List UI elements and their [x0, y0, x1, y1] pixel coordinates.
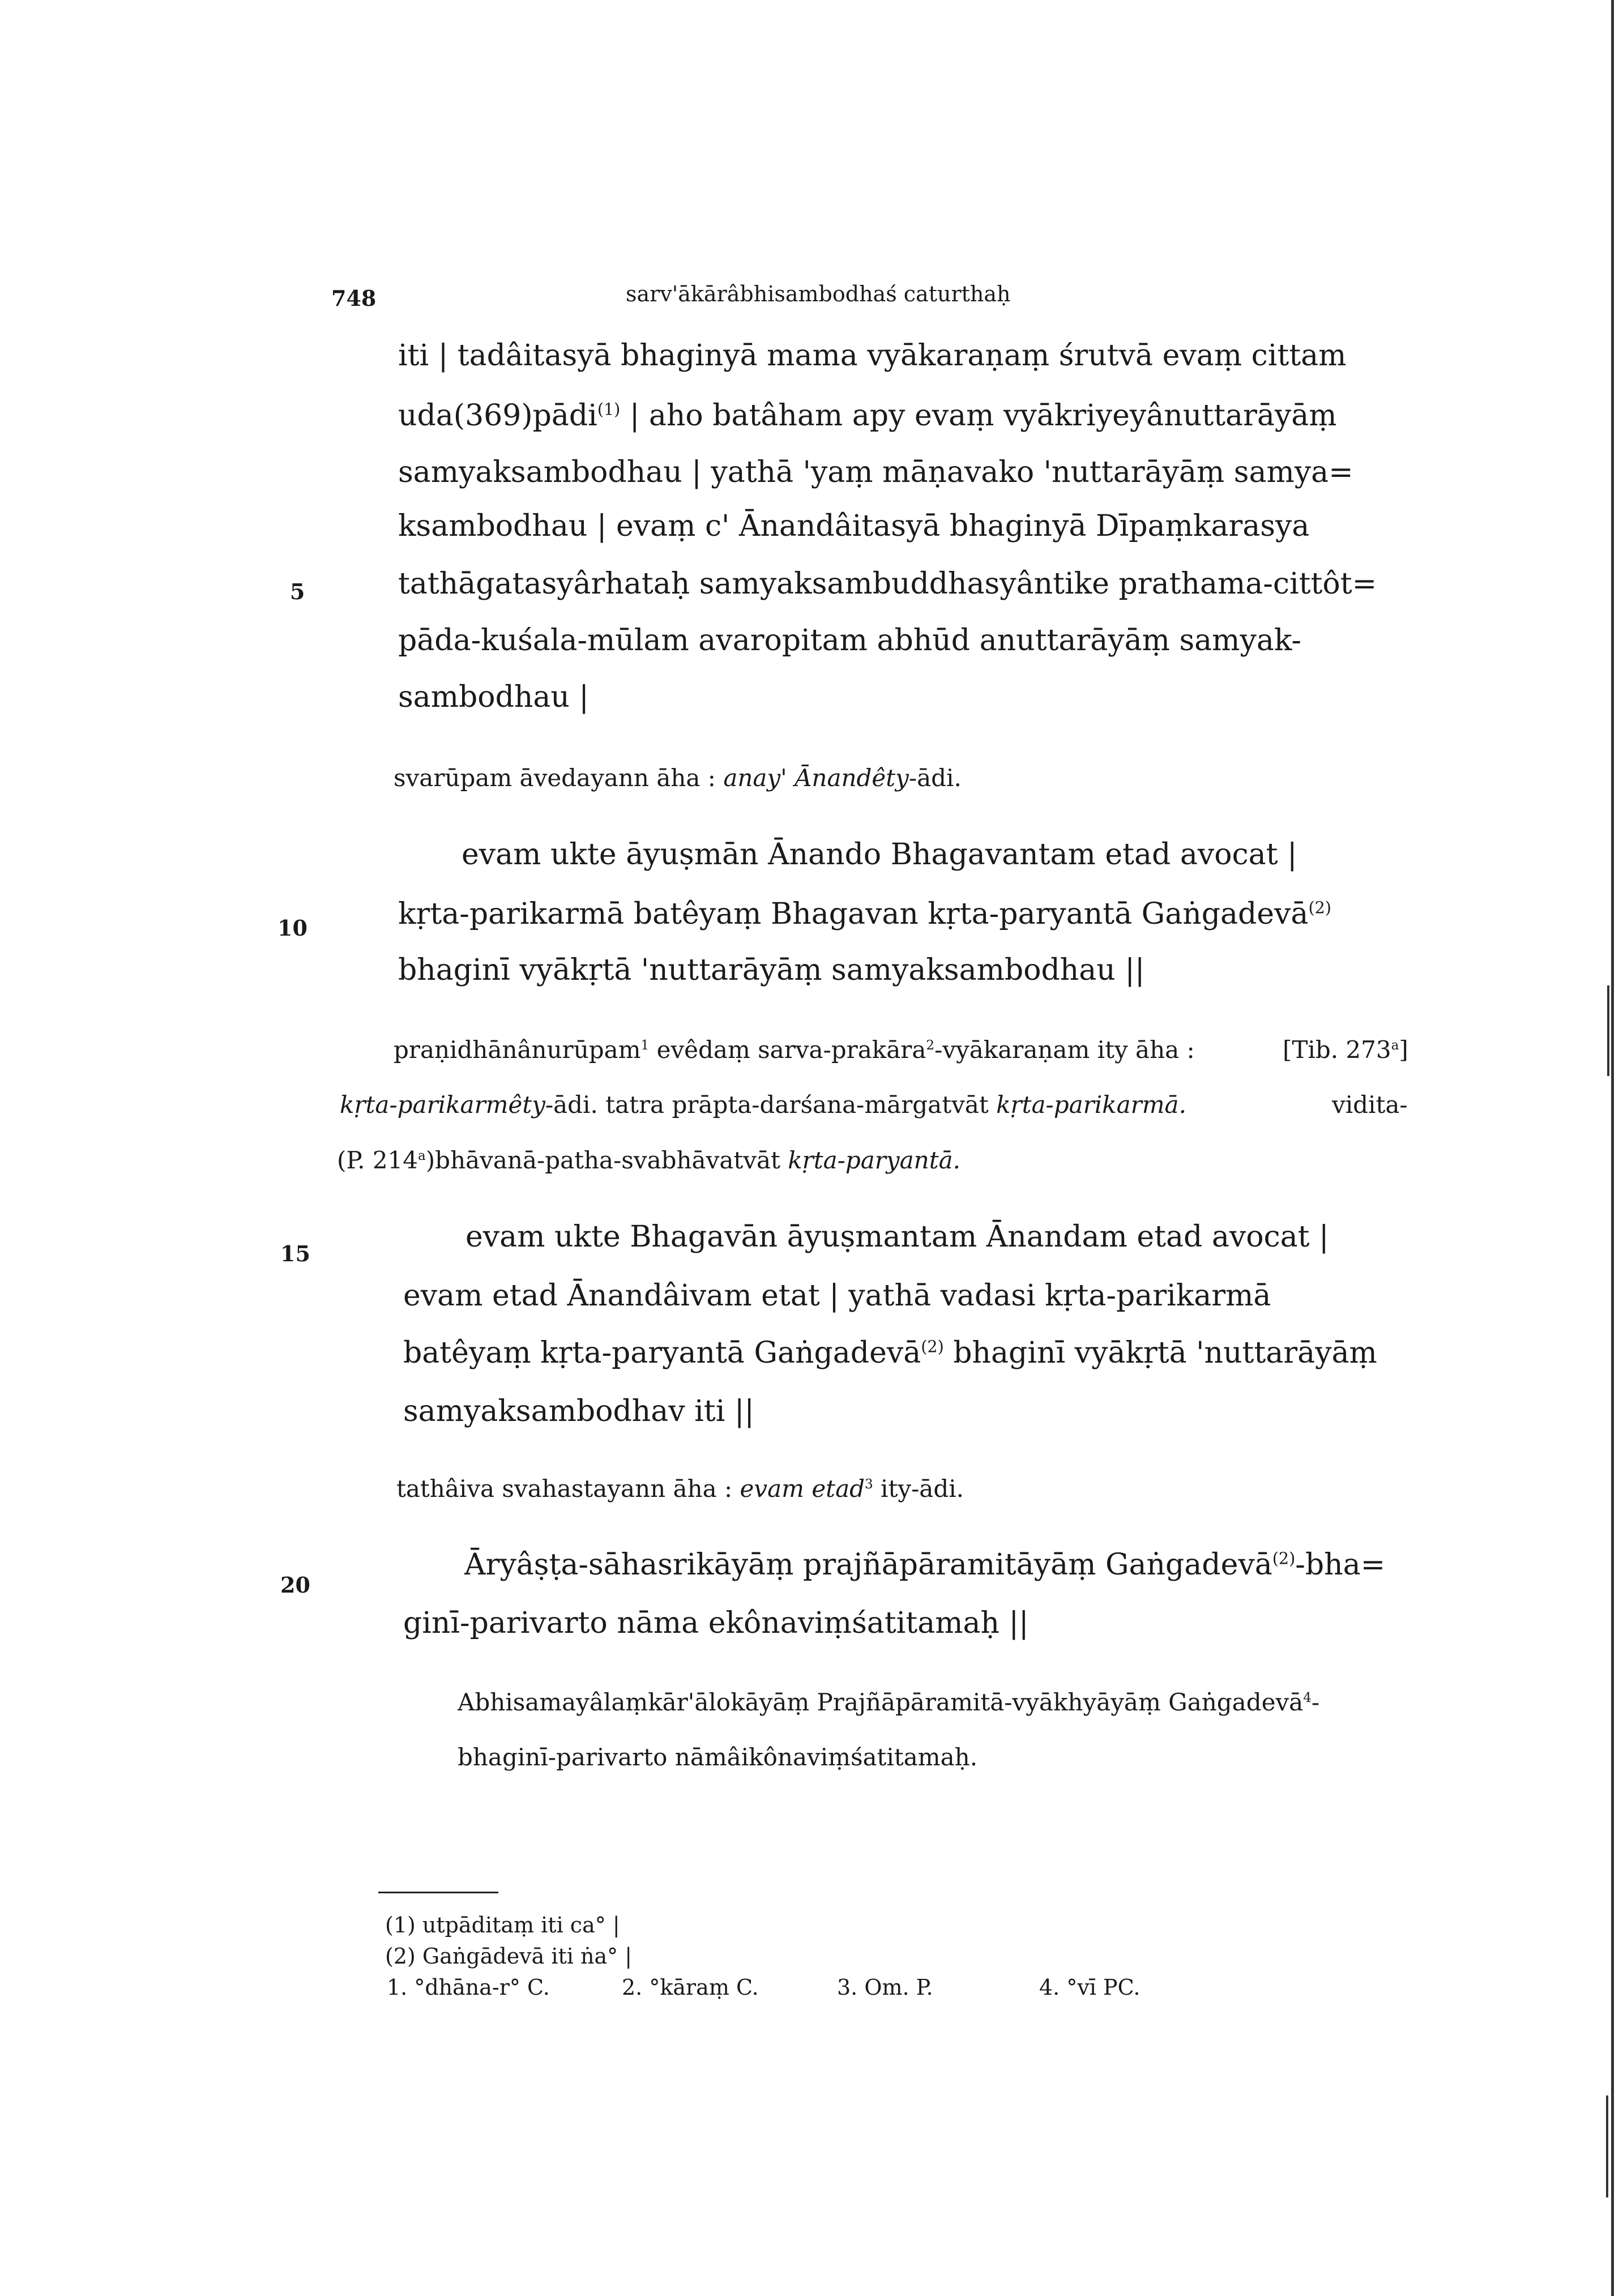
variant-note: 3. Om. P.: [837, 1975, 933, 2000]
main-text-line: [403, 1338, 1377, 1368]
main-text-line: evam etad Ānandâivam etat | yathā vadasi kṛta-parikarmā: [403, 1279, 1271, 1313]
main-text-line: samyaksambodhav iti ||: [403, 1394, 754, 1428]
variant-marker: 4: [1303, 1691, 1312, 1705]
commentary-segment: tathâiva svahastayann āha :: [396, 1475, 740, 1503]
page-reference-sup: a: [418, 1149, 426, 1163]
footnote-separator: [378, 1892, 498, 1893]
commentary-colophon-line: [458, 1688, 1320, 1716]
tib-reference-sup: a: [1391, 1038, 1399, 1053]
tib-reference-text: [Tib. 273: [1283, 1036, 1391, 1064]
main-text-line: [398, 899, 1331, 929]
colophon-line: ginī-parivarto nāma ekônaviṃśatitamaḥ ||: [403, 1606, 1029, 1640]
main-text-segment: uda(369)pādi: [398, 399, 597, 433]
main-text-line: bhaginī vyākṛtā 'nuttarāyāṃ samyaksambodhau ||: [398, 953, 1145, 987]
commentary-lemma: kṛta-paryantā.: [788, 1146, 960, 1174]
line-number: 10: [277, 915, 307, 941]
commentary-line: [337, 1146, 960, 1174]
main-text-segment: batêyaṃ kṛta-paryantā Gaṅgadevā: [403, 1336, 921, 1370]
commentary-colophon-segment: Abhisamayâlaṃkār'ālokāyāṃ Prajñāpāramitā-vyākhyāyāṃ Gaṅgadevā: [458, 1688, 1304, 1716]
main-text-line: pāda-kuśala-mūlam avaropitam abhūd anuttarāyāṃ samyak-: [398, 624, 1301, 658]
line-number: 20: [280, 1572, 310, 1598]
main-text-line: tathāgatasyârhataḥ samyaksambuddhasyântike prathama-cittôt=: [398, 567, 1377, 601]
commentary-segment: svarūpam āvedayann āha :: [394, 764, 724, 792]
page-number: 748: [331, 285, 377, 311]
footnote-marker: (2): [921, 1337, 944, 1356]
footnote-marker: (2): [1308, 898, 1331, 917]
variant-marker: 2: [926, 1038, 935, 1053]
commentary-segment: -ādi. tatra prāpta-darśana-mārgatvāt: [545, 1091, 997, 1119]
tib-reference-bracket: ]: [1399, 1036, 1408, 1064]
variant-marker: 1: [640, 1038, 650, 1053]
variant-note: 1. °dhāna-r° C.: [387, 1975, 550, 2000]
footnote-marker: (2): [1272, 1548, 1296, 1568]
commentary-line: [394, 766, 962, 790]
commentary-colophon-line: bhaginī-parivarto nāmâikônaviṃśatitamaḥ.: [458, 1743, 978, 1771]
running-title: sarv'ākārâbhisambodhaś caturthaḥ: [626, 281, 1011, 306]
commentary-segment: )bhāvanā-patha-svabhāvatvāt: [425, 1146, 788, 1174]
main-text-line: samyaksambodhau | yathā 'yaṃ māṇavako 'nuttarāyāṃ samya=: [398, 455, 1353, 489]
main-text-line: evam ukte āyuṣmān Ānando Bhagavantam etad avocat |: [462, 838, 1297, 872]
page-reference: (P. 214: [337, 1146, 418, 1174]
commentary-lemma: anay' Ānandêty: [723, 764, 909, 792]
main-text-segment: kṛta-parikarmā batêyaṃ Bhagavan kṛta-paryantā Gaṅgadevā: [398, 897, 1309, 931]
main-text-line: evam ukte Bhagavān āyuṣmantam Ānandam etad avocat |: [465, 1220, 1329, 1254]
footnote-marker: (1): [597, 399, 621, 419]
scan-edge-line: [1611, 0, 1614, 2296]
footnote: (1) utpāditaṃ iti ca° |: [385, 1913, 620, 1937]
variant-marker: 3: [865, 1477, 873, 1492]
footnote: (2) Gaṅgādevā iti ṅa° |: [385, 1944, 633, 1969]
commentary-segment: evêdaṃ sarva-prakāra: [649, 1036, 926, 1064]
commentary-segment: -ādi.: [908, 764, 962, 792]
main-text-line: sambodhau |: [398, 680, 589, 714]
main-text-line: [398, 399, 1337, 433]
commentary-lemma: kṛta-parikarmā.: [996, 1091, 1186, 1119]
commentary-segment: -vyākaraṇam ity āha :: [934, 1036, 1195, 1064]
variant-note: 2. °kāraṃ C.: [622, 1975, 759, 2000]
line-number: 5: [290, 579, 305, 604]
tib-reference: [1283, 1038, 1408, 1062]
commentary-line: [340, 1093, 1186, 1117]
line-number: 15: [280, 1241, 310, 1266]
main-text-segment: | aho batâham apy evaṃ vyākriyeyânuttarāyāṃ: [620, 399, 1337, 433]
main-text-line: ksambodhau | evaṃ c' Ānandâitasyā bhaginyā Dīpaṃkarasya: [398, 509, 1310, 543]
scan-edge-mark: [1606, 2096, 1608, 2197]
colophon-segment: -bha=: [1295, 1548, 1386, 1582]
commentary-colophon-segment: -: [1311, 1688, 1320, 1716]
variant-note: 4. °vī PC.: [1039, 1975, 1141, 2000]
main-text-segment: bhaginī vyākṛtā 'nuttarāyāṃ: [943, 1336, 1377, 1370]
main-text-line: iti | tadâitasyā bhaginyā mama vyākaraṇaṃ śrutvā evaṃ cittam: [398, 339, 1347, 373]
commentary-line: [394, 1038, 1195, 1062]
colophon-line: [464, 1550, 1385, 1580]
scan-edge-mark: [1607, 985, 1609, 1076]
commentary-segment: praṇidhānânurūpam: [394, 1036, 641, 1064]
colophon-segment: Āryâṣṭa-sāhasrikāyāṃ prajñāpāramitāyāṃ Gaṅgadevā: [464, 1548, 1272, 1582]
commentary-segment: vidita-: [1332, 1091, 1408, 1119]
commentary-segment: ity-ādi.: [873, 1475, 964, 1503]
commentary-line: [396, 1477, 964, 1501]
commentary-lemma: kṛta-parikarmêty: [340, 1091, 545, 1119]
commentary-lemma: evam etad: [740, 1475, 865, 1503]
